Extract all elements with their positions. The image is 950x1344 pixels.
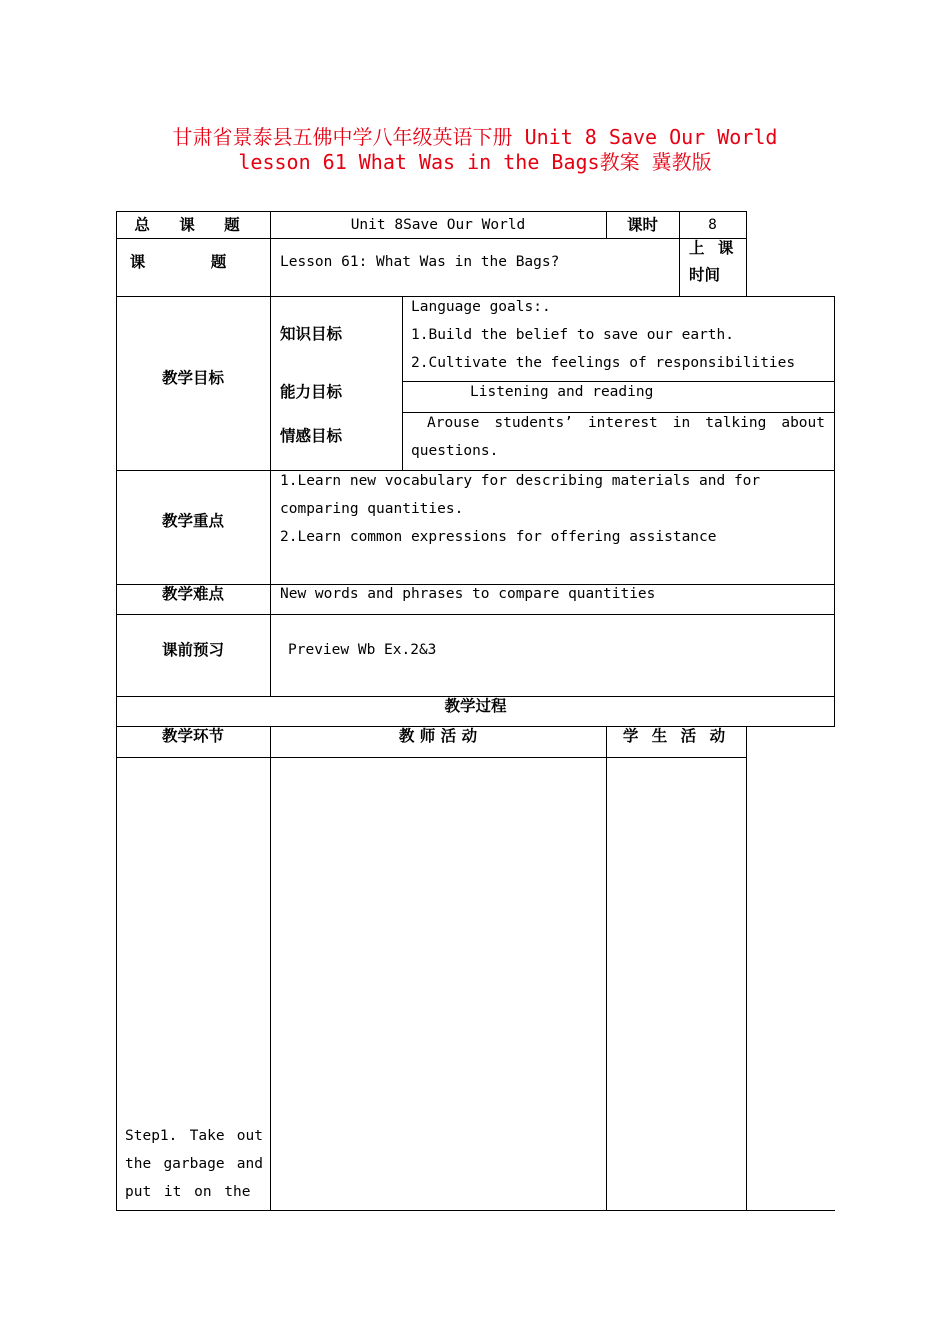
student-activity-column-header: 学 生 活 动	[622, 727, 730, 745]
teacher-activity-column-header: 教 师 活 动	[398, 727, 478, 745]
ability-goal-label: 能力目标	[280, 383, 343, 401]
teaching-focus-line-1: 1.Learn new vocabulary for describing materials and for	[280, 473, 761, 489]
teaching-focus-label: 教学重点	[161, 512, 224, 530]
document-title-line-2: lesson 61 What Was in the Bags教案 冀教版	[238, 150, 712, 174]
lesson-topic-value: Lesson 61: What Was in the Bags?	[280, 254, 560, 270]
teaching-focus-line-2: comparing quantities.	[280, 501, 464, 517]
class-hours-label: 课时	[626, 216, 658, 234]
emotion-goal-label: 情感目标	[280, 427, 343, 445]
teaching-difficulty-value: New words and phrases to compare quantities	[280, 586, 656, 602]
teaching-difficulty-label: 教学难点	[161, 585, 224, 603]
ability-goal-value: Listening and reading	[470, 384, 654, 400]
emotion-goal-line-1: Arouse students’ interest in talking about	[427, 415, 825, 431]
class-time-label-2: 时间	[689, 266, 721, 284]
teaching-process-heading: 教学过程	[444, 697, 507, 715]
class-hours-value: 8	[708, 217, 717, 233]
knowledge-goal-label: 知识目标	[280, 325, 343, 343]
step1-line-2: the garbage and	[125, 1156, 263, 1172]
lesson-topic-label: 课 题	[129, 253, 257, 271]
step1-line-3: put it on the	[125, 1184, 251, 1200]
stage-column-header: 教学环节	[161, 727, 224, 745]
knowledge-goal-line-1: Language goals:.	[411, 299, 551, 315]
teaching-focus-line-3: 2.Learn common expressions for offering assistance	[280, 529, 717, 545]
class-time-label-1: 上 课	[689, 239, 738, 257]
teaching-objectives-label: 教学目标	[161, 369, 224, 387]
knowledge-goal-line-3: 2.Cultivate the feelings of responsibilities	[411, 355, 796, 371]
preview-label: 课前预习	[161, 641, 224, 659]
total-topic-value: Unit 8Save Our World	[350, 217, 526, 233]
step1-line-1: Step1. Take out	[125, 1128, 263, 1144]
knowledge-goal-line-2: 1.Build the belief to save our earth.	[411, 327, 735, 343]
document-title-line-1: 甘肃省景泰县五佛中学八年级英语下册 Unit 8 Save Our World	[172, 125, 778, 149]
preview-value: Preview Wb Ex.2&3	[288, 642, 437, 658]
total-topic-label: 总 课 题	[134, 216, 252, 234]
emotion-goal-line-2: questions.	[411, 443, 499, 459]
